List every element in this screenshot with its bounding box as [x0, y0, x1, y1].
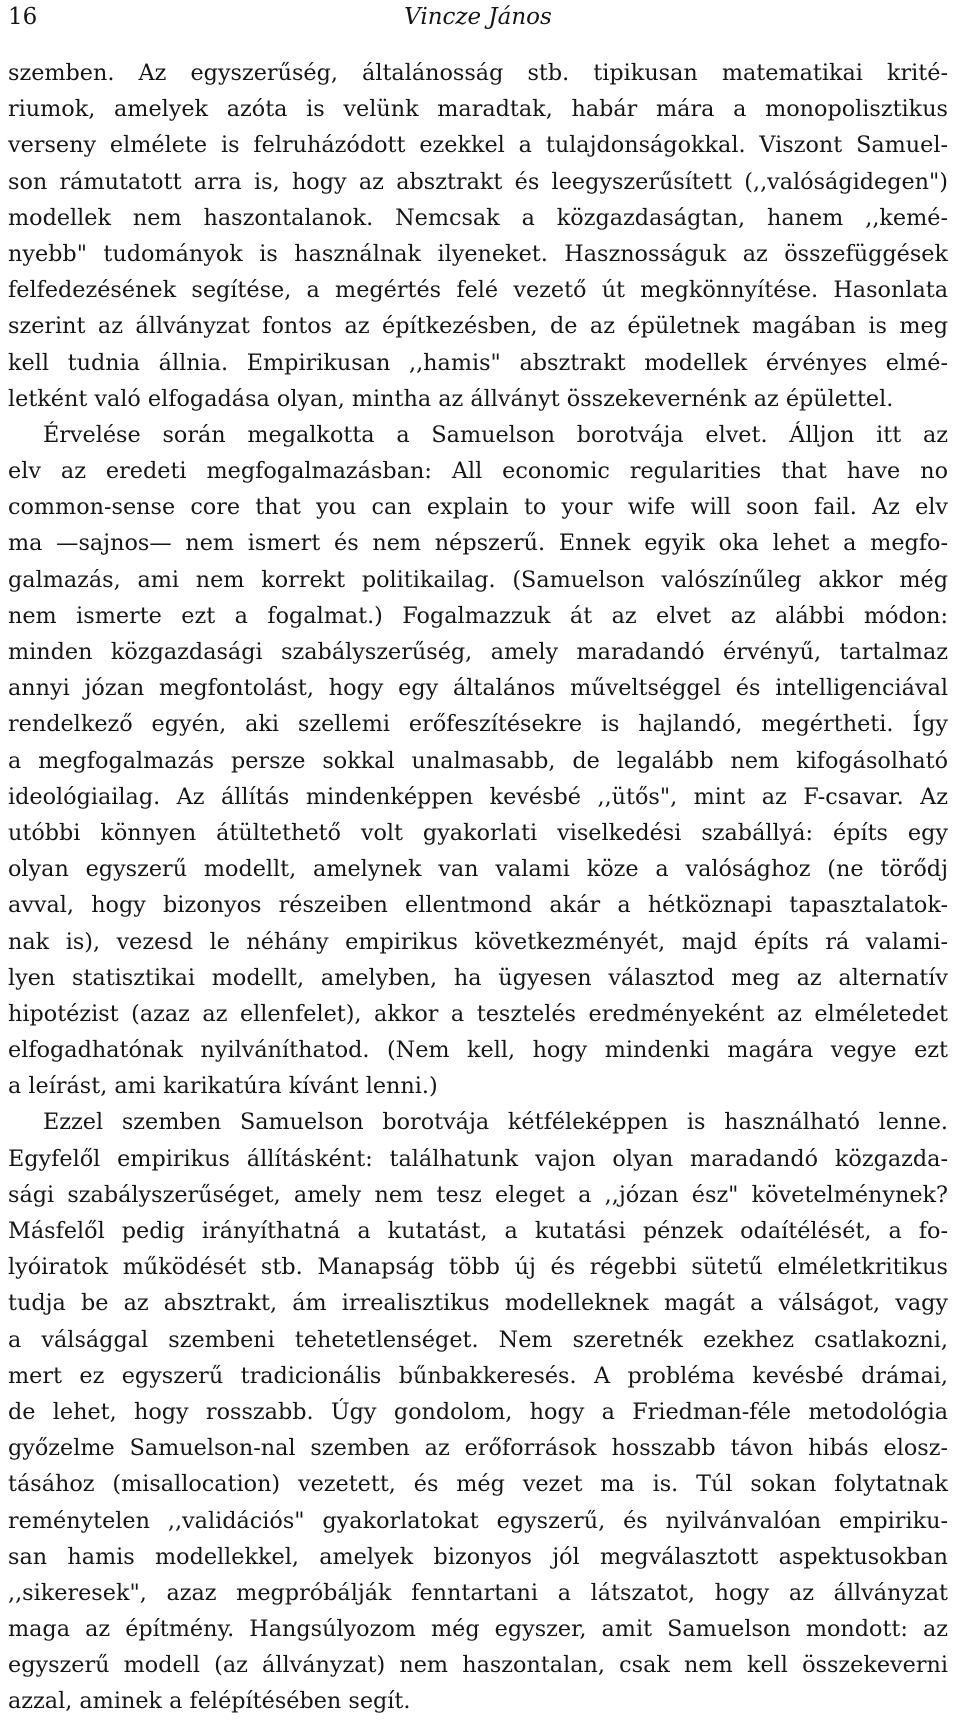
page-number: 16	[8, 4, 38, 30]
text-line: letként való elfogadása olyan, mintha az állványt összekevernénk az épülettel.	[8, 385, 894, 412]
text-line: common-sense core that you can explain to your wife will soon fail. Az elv	[8, 494, 948, 521]
text-line: nyebb" tudományok is használnak ilyeneket. Hasznosságuk az összefüggések	[8, 240, 948, 267]
text-line: ideológiailag. Az állítás mindenképpen kevésbé ,,ütős", mint az F-csavar. Az	[8, 783, 948, 810]
text-line: hipotézist (azaz az ellenfelet), akkor a tesztelés eredményeként az elméletedet	[8, 1000, 948, 1027]
running-head-author: Vincze János	[404, 4, 552, 30]
page-header	[8, 4, 948, 34]
text-line: riumok, amelyek azóta is velünk maradtak, habár mára a monopolisztikus	[8, 96, 948, 123]
text-line: maga az építmény. Hangsúlyozom még egyszer, amit Samuelson mondott: az	[8, 1616, 948, 1643]
text-line: nak is), vezesd le néhány empirikus következményét, majd építs rá valami-	[8, 928, 948, 955]
text-line: azzal, aminek a felépítésében segít.	[8, 1688, 411, 1715]
text-line: nem ismerte ezt a fogalmat.) Fogalmazzuk át az elvet az alábbi módon:	[8, 602, 948, 629]
text-line: mert ez egyszerű tradicionális bűnbakkeresés. A probléma kevésbé drámai,	[8, 1362, 948, 1389]
text-line: sági szabályszerűséget, amely nem tesz eleget a ,,józan ész" követelménynek?	[8, 1181, 948, 1208]
paragraph	[8, 55, 948, 417]
text-line: kell tudnia állnia. Empirikusan ,,hamis" absztrakt modellek érvényes elmé-	[8, 349, 948, 376]
text-line: lyóiratok működését stb. Manapság több új és régebbi sütetű elméletkritikus	[8, 1254, 948, 1281]
body-text	[8, 55, 948, 1720]
text-line: verseny elmélete is felruházódott ezekkel a tulajdonságokkal. Viszont Samuel-	[8, 132, 948, 159]
text-line: san hamis modellekkel, amelyek bizonyos jól megválasztott aspektusokban	[8, 1543, 948, 1570]
text-line: elv az eredeti megfogalmazásban: All economic regularities that have no	[8, 458, 948, 485]
text-line: Ezzel szemben Samuelson borotvája kétféleképpen is használható lenne.	[43, 1109, 948, 1136]
text-line: galmazás, ami nem korrekt politikailag. (Samuelson valószínűleg akkor még	[8, 566, 948, 593]
text-line: rendelkező egyén, aki szellemi erőfeszítésekre is hajlandó, megértheti. Így	[8, 711, 948, 738]
text-line: ,,sikeresek", azaz megpróbálják fenntartani a látszatot, hogy az állványzat	[8, 1579, 948, 1606]
text-line: a válsággal szembeni tehetetlenséget. Nem szeretnék ezekhez csatlakozni,	[8, 1326, 948, 1353]
text-line: avval, hogy bizonyos részeiben ellentmond akár a hétköznapi tapasztalatok-	[8, 892, 948, 919]
text-line: olyan egyszerű modellt, amelynek van valami köze a valósághoz (ne törődj	[8, 856, 948, 883]
text-line: a leírást, ami karikatúra kívánt lenni.)	[8, 1073, 438, 1100]
text-line: elfogadhatónak nyilváníthatod. (Nem kell, hogy mindenki magára vegye ezt	[8, 1037, 948, 1064]
paragraph	[8, 1104, 948, 1719]
paragraph	[8, 417, 948, 1105]
text-line: felfedezésének segítése, a megértés felé vezető út megkönnyítése. Hasonlata	[8, 277, 948, 304]
text-line: Másfelől pedig irányíthatná a kutatást, a kutatási pénzek odaítélését, a fo-	[8, 1218, 948, 1244]
text-line: minden közgazdasági szabályszerűség, amely maradandó érvényű, tartalmaz	[8, 639, 948, 665]
text-line: győzelme Samuelson-nal szemben az erőforrások hosszabb távon hibás elosz-	[8, 1435, 948, 1462]
text-line: ma —sajnos— nem ismert és nem népszerű. Ennek egyik oka lehet a megfo-	[8, 530, 948, 557]
text-line: Érvelése során megalkotta a Samuelson borotvája elvet. Álljon itt az	[43, 421, 948, 448]
text-line: annyi józan megfontolást, hogy egy általános műveltséggel és intelligenciával	[8, 675, 948, 702]
text-line: tudja be az absztrakt, ám irrealisztikus modelleknek magát a válságot, vagy	[8, 1290, 948, 1317]
text-line: szemben. Az egyszerűség, általánosság stb. tipikusan matematikai krité-	[8, 60, 948, 86]
text-line: utóbbi könnyen átültethető volt gyakorlati viselkedési szabállyá: építs egy	[8, 819, 948, 846]
text-line: modellek nem haszontalanok. Nemcsak a közgazdaságtan, hanem ,,kemé-	[8, 204, 948, 231]
text-line: a megfogalmazás persze sokkal unalmasabb, de legalább nem kifogásolható	[8, 747, 948, 774]
text-line: reménytelen ,,validációs" gyakorlatokat egyszerű, és nyilvánvalóan empiriku-	[8, 1507, 948, 1534]
text-line: de lehet, hogy rosszabb. Úgy gondolom, hogy a Friedman-féle metodológia	[8, 1398, 948, 1425]
text-line: lyen statisztikai modellt, amelyben, ha ügyesen választod meg az alternatív	[8, 964, 948, 991]
text-line: egyszerű modell (az állványzat) nem haszontalan, csak nem kell összekeverni	[8, 1652, 948, 1679]
text-line: son rámutatott arra is, hogy az absztrakt és leegyszerűsített (,,valóságidegen")	[8, 168, 948, 195]
text-line: szerint az állványzat fontos az építkezésben, de az épületnek magában is meg	[8, 313, 948, 340]
text-line: tásához (misallocation) vezetett, és még vezet ma is. Túl sokan folytatnak	[8, 1471, 948, 1498]
text-line: Egyfelől empirikus állításként: találhatunk vajon olyan maradandó közgazda-	[8, 1145, 948, 1172]
